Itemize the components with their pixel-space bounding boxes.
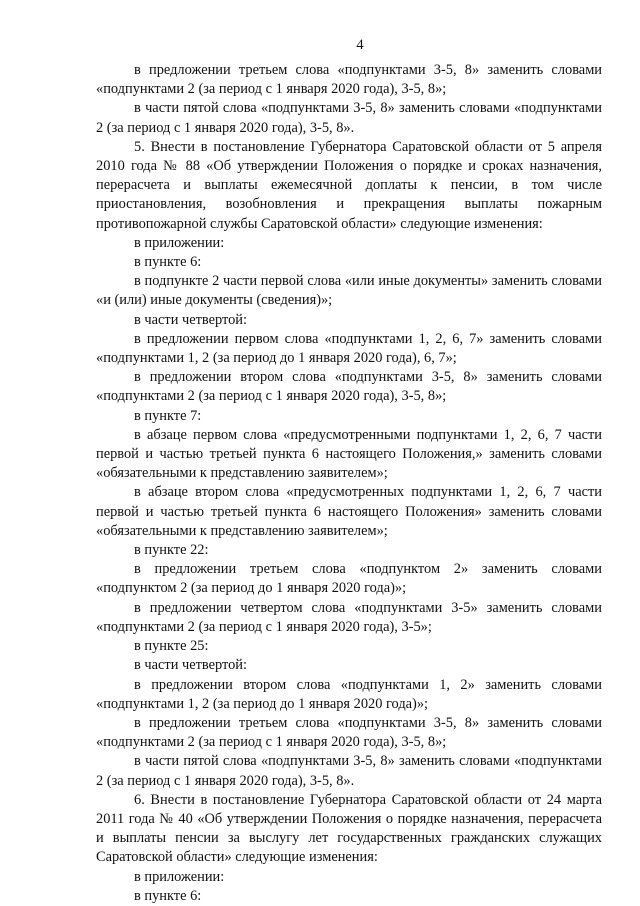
paragraph: в пункте 6: (134, 887, 202, 904)
paragraph: в приложении: (134, 234, 225, 251)
page-number: 4 (356, 37, 364, 53)
paragraph: в абзаце втором слова «предусмотренных подпунктами 1, 2, 6, 7 части первой и частью третьей пункта 6 настоящего Положения» заменить словами «обязательными к представлению заявителем»; (96, 484, 602, 539)
paragraph: в предложении третьем слова «подпунктами 3-5, 8» заменить словами «подпунктами 2 (за период с 1 января 2020 года), 3-5, 8»; (96, 62, 602, 98)
paragraph: в предложении четвертом слова «подпунктами 3-5» заменить словами «подпунктами 2 (за период с 1 января 2020 года), 3-5»; (96, 599, 602, 635)
paragraph: в пункте 22: (134, 542, 209, 559)
paragraph: в приложении: (134, 868, 225, 885)
paragraph: в части пятой слова «подпунктами 3-5, 8» заменить словами «подпунктами 2 (за период с 1 января 2020 года), 3-5, 8». (96, 100, 602, 136)
paragraph: 6. Внести в постановление Губернатора Саратовской области от 24 марта 2011 года № 40 «Об утверждении Положения о порядке назначения, перерасчета и выплаты пенсии за выслугу лет государственных гражданских служащих Саратовской области» следующие изменения: (96, 791, 602, 866)
paragraph: в части четвертой: (134, 657, 248, 674)
paragraph: в абзаце первом слова «предусмотренными подпунктами 1, 2, 6, 7 части первой и частью третьей пункта 6 настоящего Положения,» заменить словами «обязательными к представлению заявителем»; (96, 426, 602, 482)
paragraph: в предложении первом слова «подпунктами 1, 2, 6, 7» заменить словами «подпунктами 1, 2 (за период до 1 января 2020 года), 6, 7»; (96, 330, 602, 367)
paragraph: в пункте 25: (134, 638, 209, 655)
paragraph: в части пятой слова «подпунктами 3-5, 8» заменить словами «подпунктами 2 (за период с 1 января 2020 года), 3-5, 8». (96, 753, 602, 789)
paragraph: в предложении втором слова «подпунктами 3-5, 8» заменить словами «подпунктами 2 (за период с 1 января 2020 года), 3-5, 8»; (96, 369, 602, 405)
paragraph: в предложении третьем слова «подпунктом 2» заменить словами «подпунктом 2 (за период до 1 января 2020 года)»; (96, 561, 602, 597)
paragraph: в предложении третьем слова «подпунктами 3-5, 8» заменить словами «подпунктами 2 (за период с 1 января 2020 года), 3-5, 8»; (96, 714, 602, 751)
paragraph: в пункте 6: (134, 254, 202, 271)
paragraph: в части четвертой: (134, 311, 248, 328)
paragraph: в пункте 7: (134, 407, 202, 424)
paragraph: в подпункте 2 части первой слова «или иные документы» заменить словами «и (или) иные документы (сведения)»; (96, 273, 602, 309)
paragraph: в предложении втором слова «подпунктами 1, 2» заменить словами «подпунктами 1, 2 (за период до 1 января 2020 года)»; (96, 676, 602, 712)
paragraph: 5. Внести в постановление Губернатора Саратовской области от 5 апреля 2010 года № 88 «Об утверждении Положения о порядке и сроках назначения, перерасчета и выплаты ежемесячной доплаты к пенсии, в том числе приостановления, возобновления и прекращения выплаты пожарным противопожарной службы Саратовской области» следующие изменения: (96, 138, 602, 232)
